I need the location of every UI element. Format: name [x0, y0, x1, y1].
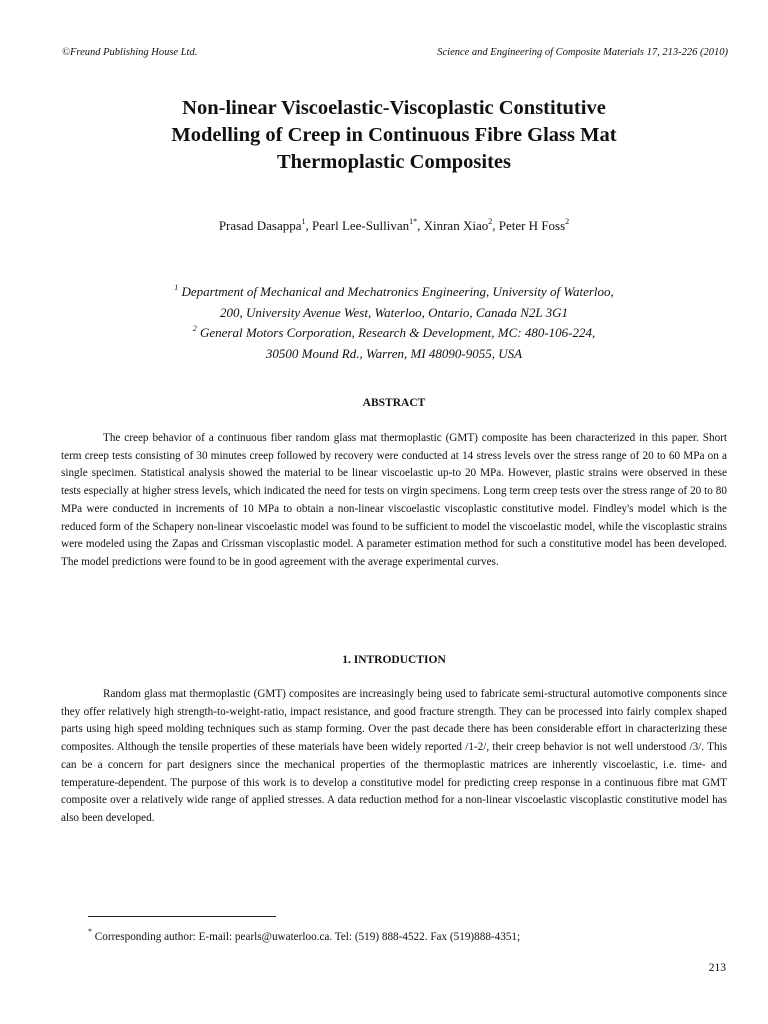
journal-citation: Science and Engineering of Composite Materials 17, 213-226 (2010) [437, 47, 728, 58]
article-title [60, 95, 728, 176]
title-line: Thermoplastic Composites [276, 151, 512, 173]
affiliation-text: General Motors Corporation, Research & Development, MC: 480-106-224, [200, 325, 596, 340]
affiliation-mark: 2 [192, 324, 197, 333]
affiliation-mark: 1 [174, 283, 179, 292]
affiliation-line [60, 282, 728, 303]
publisher-credit: ©Freund Publishing House Ltd. [62, 47, 198, 58]
author-separator: , [492, 218, 499, 233]
affiliation-text: Department of Mechanical and Mechatronics Engineering, University of Waterloo, [181, 284, 614, 299]
author-separator: , [417, 218, 424, 233]
running-header [62, 47, 728, 58]
author-name: Pearl Lee-Sullivan [311, 218, 410, 233]
affiliation-line [60, 323, 728, 344]
title-line: Non-linear Viscoelastic-Viscoplastic Constitutive [182, 97, 606, 119]
author-affiliation-mark: 1 [301, 217, 306, 226]
author-separator: , [305, 218, 312, 233]
author-affiliation-mark: 2 [565, 217, 570, 226]
footnote-text: Corresponding author: E-mail: pearls@uwaterloo.ca. Tel: (519) 888-4522. Fax (519)888-4351; [94, 931, 521, 943]
affiliation-line: 30500 Mound Rd., Warren, MI 48090-9055, USA [265, 345, 523, 361]
footnote-divider [88, 916, 276, 917]
author-affiliation-mark: 2 [488, 217, 493, 226]
author-name: Peter H Foss [498, 218, 566, 233]
affiliation-line: 200, University Avenue West, Waterloo, Ontario, Canada N2L 3G1 [219, 304, 569, 320]
introduction-heading: 1. INTRODUCTION [342, 654, 446, 666]
affiliations [60, 282, 728, 364]
author-affiliation-mark: 1* [409, 217, 418, 226]
page-number: 213 [708, 962, 726, 974]
abstract-heading: ABSTRACT [362, 397, 426, 409]
introduction-paragraph: Random glass mat thermoplastic (GMT) composites are increasingly being used to fabricate semi-structural automotive components since they offer relatively high strength-to-weight-ratio, impact resistance, and good fracture strength. They can be processed into fairly complex shaped parts using high speed molding techniques such as stamp forming. Over the past decade there has been considerable effort in characterizing these composites. Although the tensile properties of these materials have been widely reported /1-2/, their creep behavior is not well understood /3/. This can be a concern for part designers since the mechanical properties of the thermoplastic matrices are inherently viscoelastic, i.e. time- and temperature-dependent. The purpose of this work is to develop a constitutive model for predicting creep response in a continuous fibre mat GMT composite over a relatively wide range of applied stresses. A data reduction method for a non-linear viscoelastic viscoplastic constitutive model has also been developed. [61, 688, 727, 824]
author-name: Xinran Xiao [423, 218, 489, 233]
abstract-paragraph: The creep behavior of a continuous fiber random glass mat thermoplastic (GMT) composite has been characterized in this paper. Short term creep tests consisting of 30 minutes creep followed by recovery were conducted at 14 stress levels over the stress range of 20 to 60 MPa on a single specimen. Statistical analysis showed the material to be linear viscoelastic up-to 20 MPa. However, plastic strains were observed in these tests especially at higher stress levels, which indicated the need for tests on virgin specimens. Long term creep tests over the stress range of 20 to 80 MPa were conducted in increments of 10 MPa to obtain a non-linear viscoelastic viscoplastic constitutive model. Findley's model which is the reduced form of the Schapery non-linear viscoelastic model was found to be sufficient to model the viscoelastic model, while the viscoplastic strains were modeled using the Zapas and Crissman viscoplastic model. A parameter estimation method for such a constitutive model has been developed. The model predictions were found to be in good agreement with the average experimental curves. [61, 432, 727, 568]
footnote-mark: * [88, 927, 92, 936]
author-name: Prasad Dasappa [218, 218, 302, 233]
author-list [60, 218, 728, 234]
title-line: Modelling of Creep in Continuous Fibre Glass Mat [171, 124, 617, 146]
footnote [88, 927, 728, 943]
